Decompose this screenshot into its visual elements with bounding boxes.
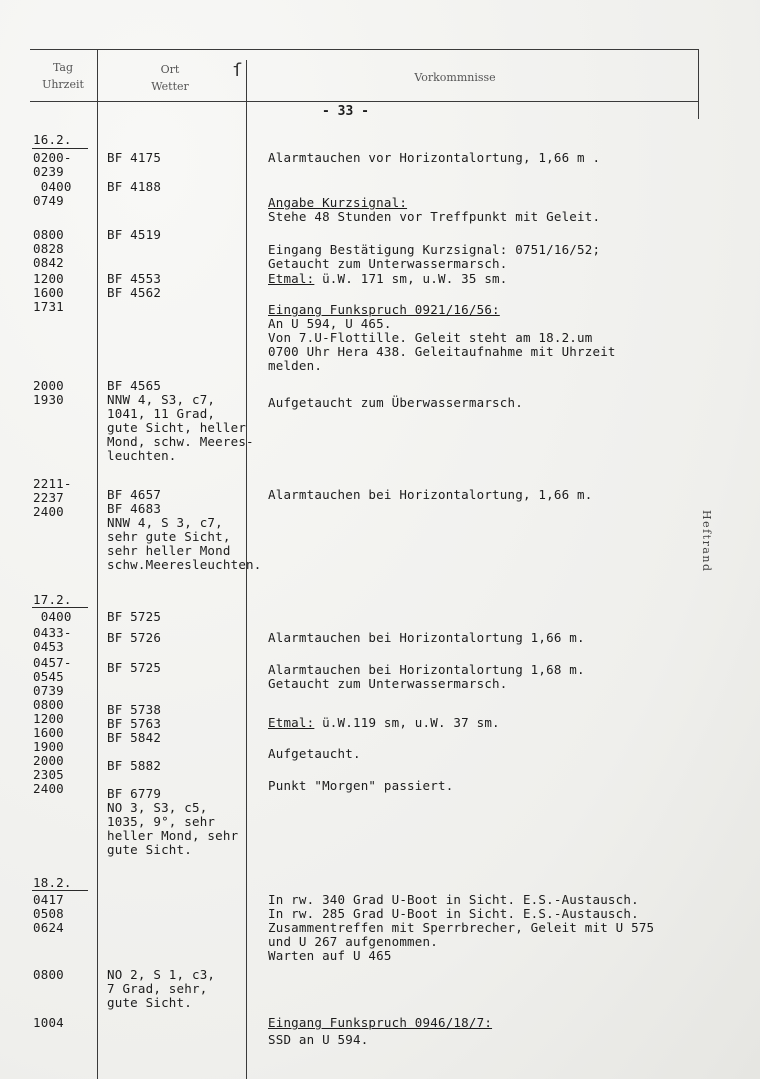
- event-alarm-3: Alarmtauchen bei Horizontalortung 1,66 m.: [268, 630, 585, 645]
- etmal-1-label: Etmal:: [268, 271, 315, 286]
- pos-4657: BF 4657 BF 4683 NNW 4, S 3, c7, sehr gute Sicht, sehr heller Mond schw.Meeresleuchten.: [107, 487, 262, 572]
- header-top-rule: [30, 49, 698, 50]
- pos-4553: BF 4553 BF 4562: [107, 271, 162, 300]
- pos-4188: BF 4188: [107, 179, 162, 194]
- event-eingang: Eingang Bestätigung Kurzsignal: 0751/16/52; Getaucht zum Unterwassermarsch.: [268, 242, 601, 271]
- header-place: Ort: [160, 63, 180, 76]
- event-etmal-1: [268, 272, 508, 286]
- page-number: - 33 -: [322, 104, 369, 119]
- event-aufgetaucht-2: Aufgetaucht.: [268, 746, 361, 761]
- event-kurzsignal-head: Angabe Kurzsignal:: [268, 195, 408, 210]
- date-underline-16-2: [32, 148, 88, 149]
- event-18-2: In rw. 340 Grad U-Boot in Sicht. E.S.-Austausch. In rw. 285 Grad U-Boot in Sicht. E.S.-Austausch. Zusammentreffen mit Sperrbrecher, Geleit mit U 575 und U 267 aufgenommen. Warten auf U 465: [268, 892, 655, 963]
- event-funkspruch2: SSD an U 594.: [268, 1032, 369, 1047]
- header-day: Tag: [52, 61, 74, 74]
- pos-block: BF 5725 BF 5738 BF 5763 BF 5842 BF 5882 BF 6779 NO 3, S3, c5, 1035, 9°, sehr heller Mond, sehr gute Sicht.: [107, 660, 239, 857]
- time-1004: 1004: [33, 1015, 64, 1030]
- header-weather: Wetter: [151, 80, 189, 93]
- date-17-2: 17.2.: [33, 592, 72, 607]
- pos-5726: BF 5726: [107, 630, 162, 645]
- pos-4519: BF 4519: [107, 227, 162, 242]
- time-1200: 1200 1600 1731: [33, 271, 64, 314]
- event-morgen: Punkt "Morgen" passiert.: [268, 778, 454, 793]
- time-0400: 0400 0749: [33, 179, 72, 208]
- event-0200: Alarmtauchen vor Horizontalortung, 1,66 m .: [268, 150, 601, 165]
- check-mark: ſ: [232, 60, 243, 81]
- date-18-2: 18.2.: [33, 875, 72, 890]
- time-0800b: 0800: [33, 967, 64, 982]
- time-0800: 0800 0828 0842: [33, 227, 64, 270]
- pos-5725: BF 5725: [107, 609, 162, 624]
- pos-0800b: NO 2, S 1, c3, 7 Grad, sehr, gute Sicht.: [107, 967, 216, 1010]
- header-bottom-rule: [30, 101, 698, 102]
- event-etmal-2: [268, 716, 500, 730]
- event-alarm-2: Alarmtauchen bei Horizontalortung, 1,66 m.: [268, 487, 593, 502]
- time-0400b: 0400: [33, 609, 72, 624]
- time-2211: 2211- 2237 2400: [33, 476, 72, 519]
- time-0200: 0200- 0239: [33, 150, 72, 179]
- header-place-weather: [130, 61, 210, 95]
- margin-note: Heftrand: [700, 510, 713, 573]
- time-block: 0457- 0545 0739 0800 1200 1600 1900 2000 2305 2400: [33, 655, 72, 796]
- pos-4565: BF 4565 NNW 4, S3, c7, 1041, 11 Grad, gute Sicht, heller Mond, schw. Meeres- leuchten.: [107, 378, 254, 463]
- header-date-time: [36, 59, 90, 93]
- event-kurzsignal: Stehe 48 Stunden vor Treffpunkt mit Geleit.: [268, 209, 601, 224]
- column-divider-1: [97, 49, 98, 1079]
- header-events: Vorkommnisse: [414, 71, 496, 84]
- event-alarm-4: Alarmtauchen bei Horizontalortung 1,68 m. Getaucht zum Unterwassermarsch.: [268, 662, 585, 691]
- pos-4175: BF 4175: [107, 150, 162, 165]
- date-16-2: 16.2.: [33, 132, 72, 147]
- etmal-2-value: ü.W.119 sm, u.W. 37 sm.: [314, 715, 500, 730]
- header-time: Uhrzeit: [42, 78, 84, 91]
- event-funkspruch-head: Eingang Funkspruch 0921/16/56:: [268, 302, 500, 317]
- event-aufgetaucht-1: Aufgetaucht zum Überwassermarsch.: [268, 395, 523, 410]
- etmal-1-value: ü.W. 171 sm, u.W. 35 sm.: [314, 271, 508, 286]
- right-border: [698, 49, 699, 119]
- event-funkspruch2-head: Eingang Funkspruch 0946/18/7:: [268, 1015, 493, 1030]
- date-underline-17-2: [32, 607, 88, 608]
- time-2000: 2000 1930: [33, 378, 64, 407]
- time-0433: 0433- 0453: [33, 625, 72, 654]
- etmal-2-label: Etmal:: [268, 715, 315, 730]
- date-underline-18-2: [32, 890, 88, 891]
- time-0417: 0417 0508 0624: [33, 892, 64, 935]
- event-funkspruch: An U 594, U 465. Von 7.U-Flottille. Geleit steht am 18.2.um 0700 Uhr Hera 438. Geleitaufnahme mit Uhrzeit melden.: [268, 316, 616, 373]
